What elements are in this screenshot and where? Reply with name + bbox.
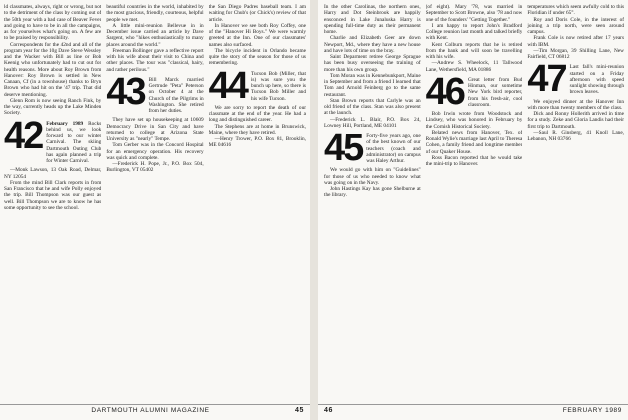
paragraph: Frank Cole is now retired after 17 years with IBM. <box>527 35 625 48</box>
paragraph: temperatures which seem awfully cold to this Floridian if under 65°. <box>527 4 625 17</box>
paragraph: The bicycle incident in Orlando became quite the story of the season for those of us remembering. <box>208 47 306 67</box>
left-column-1 <box>4 4 101 400</box>
class-heading-46 <box>425 70 523 113</box>
class-date: February 1989 <box>46 120 84 127</box>
paragraph: Freeman Bollinger gave a reflective report with his wife about their visit to China and other places. The tour was "classical, hairy, and rather perilous." <box>106 47 204 73</box>
paragraph: —Saul R. Ginsberg, 41 Knoll Lane, Lebanon, NH 03766 <box>527 129 625 142</box>
paragraph: They have set up housekeeping at 10609 Democracy Drive in San City and have returned to college at Arizona State University as "nearly" Tempe. <box>106 117 204 142</box>
class-number: 45 <box>324 127 363 169</box>
paragraph: Dick and Ronny Hollerith arrived in time for a study. Zeke and Gloria Landis had their first trip to Dartmouth. <box>527 111 625 130</box>
paragraph: Tom Moran was in Kennebunkport, Maine in September and from a friend I learned that Tom and Arnold Feinberg go to the same restaurant. <box>324 72 421 98</box>
paragraph: From the mind Bill Clark reports in from San Francisco that he and wife Polly enjoyed the trip. Bill Thompson was our guest as well. Bill Thompson we are to know he has some opportunity to see the school. <box>4 179 102 211</box>
paragraph: beautiful countries in the world, inhabited by the most gracious, friendly, courteous, helpful people we met. <box>106 4 204 23</box>
class-number: 42 <box>4 114 43 157</box>
page-number: 45 <box>294 407 304 414</box>
paragraph: In the other Carolinas, the northern ones, Harry and Dot Steinbrook are happily ensconced in Lake Junaluska Harry is spending full-time duty as their permanent home. <box>324 4 421 35</box>
right-column-3 <box>527 4 624 400</box>
paragraph: —Frederick L. Blair, P.O. Box 24, Lowney Hill, Portland, ME 04101 <box>324 116 421 129</box>
paragraph: —Henry Trower, P.O. Box 81, Brooklin, ME 04616 <box>208 136 306 149</box>
paragraph: Ross Bacon reported that he would take the mini-trip to Hanover. <box>425 154 523 167</box>
class-number: 43 <box>106 70 145 113</box>
left-column-3 <box>209 4 306 400</box>
paragraph: In Hanover we see both Roy Coffey, one of the "Hanover Hi Boys." We were warmly greeted at the Inn. One of our classmates' names also surfaced. <box>208 22 306 48</box>
paragraph: We would go with him on "Guidelines" for those of us who needed to know what was going on in the Navy. <box>324 167 421 186</box>
paragraph: John Hastings Kay has gone Shelburne at the library. <box>324 186 421 199</box>
paragraph: We enjoyed dinner at the Hanover Inn with more than twenty members of the class. <box>527 98 625 111</box>
class-heading-42 <box>4 114 102 165</box>
page-gutter <box>310 0 318 420</box>
paragraph: Charlie and Elizabeth Geer are down Newport, Md., where they have a new house and have lots of time on the bray. <box>324 35 421 54</box>
class-number: 47 <box>527 58 566 101</box>
paragraph: Correspondents for the 42nd and all of the program year for the 10g Dave Steve Wessley and the Wacker with Bill as line or Bob Keenig who unfortunately had to cut out for health reasons. More about Roy Brown from Hanover: Roy Brown is settled in New Canaan, Cf (in a townhouse) thanks to Bryn Brown who had hit on the '47 trip. That did deserve mentioning. <box>4 41 102 98</box>
class-number: 44 <box>208 64 247 107</box>
left-page-footer <box>0 404 310 416</box>
paragraph: Roy and Doris Cole, in the interest of joining a trip north, were seen around campus. <box>527 16 625 35</box>
right-column-1 <box>324 4 421 400</box>
page-number: 46 <box>324 407 333 414</box>
paragraph: The Stephens are at home in Brunswick, Maine, where they have retired. <box>208 123 306 136</box>
paragraph: Tom Gerber was in the Concord Hospital for an emergency operation. His recovery was quick and complete. <box>106 142 204 161</box>
paragraph: Stan Brown reports that Carlyle was an old friend of the class. Stan was also present at the launch. <box>324 97 421 117</box>
class-heading-44 <box>208 64 306 107</box>
paragraph: ld classmates, always, right or wrong, but not to the detriment of the class by coming out of the 50th year with a bad case of Beaver Fever and going to have to be in all the campaigns, as for yourselves what's going on. A few are to be praised by responsibility. <box>4 4 102 42</box>
paragraph: A little mini-reunion Bellevue in in December issue carried an article by Dave Sargent, who "hikes enthusiastically to many places around the world." <box>106 22 204 48</box>
right-column-2 <box>426 4 523 400</box>
class-intro: Forty-five years ago, one of the best known of our teachers (coach and administrator) on campus was Haley Arthur. <box>366 133 421 164</box>
paragraph: Belated news from Hanover, Tex. of Ronald Wylie's marriage last April to Theresa Cohen, a family friend and longtime member of our Quaker House. <box>425 129 523 155</box>
class-intro: Rocks behind us, we look forward to our winter Carnival. The skiing Dartmouth Outing Club has again planned a trip for Winter Carnival. <box>46 120 102 164</box>
paragraph: —Frederick H. Pope, Jr., P.O. Box 504, Burlington, VT 05402 <box>106 161 204 174</box>
paragraph: Saint Deparment retiree George Sprague has been busy overseeing the training of more than his own group. <box>324 54 421 73</box>
paragraph: Bob Irwin wrote from Woodstock and Lindsey, who was honored in February by the Cornish Historical Society. <box>425 111 523 130</box>
class-intro: Last fall's mini-reunion started on a Friday afternoon with speed sunlight showing through brown leaves. <box>569 64 625 96</box>
paragraph: Kent Colburn reports that he is retired from the bank and will soon be travelling with his wife. <box>425 41 523 60</box>
right-page <box>318 0 628 420</box>
left-column-2 <box>106 4 203 400</box>
paragraph: —Tim Morgan, 39 Shilling Lane, New Fairfield, CT 06812 <box>527 47 625 60</box>
issue-date: FEBRUARY 1989 <box>562 407 622 414</box>
class-intro: Bill Marck married Gertrude "Peta" Peterson on October 4 at the Church of the Pilgrims in Washington. She retired from her duties. <box>148 76 204 114</box>
paragraph: the San Diego Padres baseball team. I am waiting for Chub's (or Chick's) review of that article. <box>208 4 306 23</box>
class-heading-47 <box>527 58 625 101</box>
paragraph: —Andrew S. Wheelock, 11 Tallwood Lane, Wethersfield, MA 01886 <box>425 60 523 73</box>
left-page <box>0 0 310 420</box>
paragraph: I am happy to report John's Bradford College reunion last month and talked briefly with Kent. <box>425 22 523 42</box>
right-page-footer <box>318 404 628 416</box>
magazine-title: DARTMOUTH ALUMNI MAGAZINE <box>91 407 210 414</box>
paragraph: We are sorry to report the death of our classmate at the end of the year. He had a long and distinguished career. <box>208 104 306 124</box>
paragraph: (of eight). Mary '78, was married in September to Scott Browne, also '78 and now one of the founders' "Getting Together." <box>425 4 523 23</box>
paragraph: Glenn Rom is now seeing Ranch Fink, by the way, currently heads up the Lake Minden Society. <box>4 97 102 117</box>
paragraph: —Monk Lawson, 13 Oak Road, Delmar, NY 12054 <box>4 167 102 180</box>
class-heading-43 <box>106 70 204 115</box>
class-intro: Tucson Bob (Miller, that is) was sure you the bunch up here, so there is Tucson Bob Miller and his wife Tucson. <box>250 70 306 102</box>
class-intro: Great letter from Bud Hinman, our sometime New York bird reporter, from his fresh-air, cool classroom. <box>467 76 523 108</box>
class-number: 46 <box>425 70 464 113</box>
class-heading-45 <box>324 127 421 169</box>
